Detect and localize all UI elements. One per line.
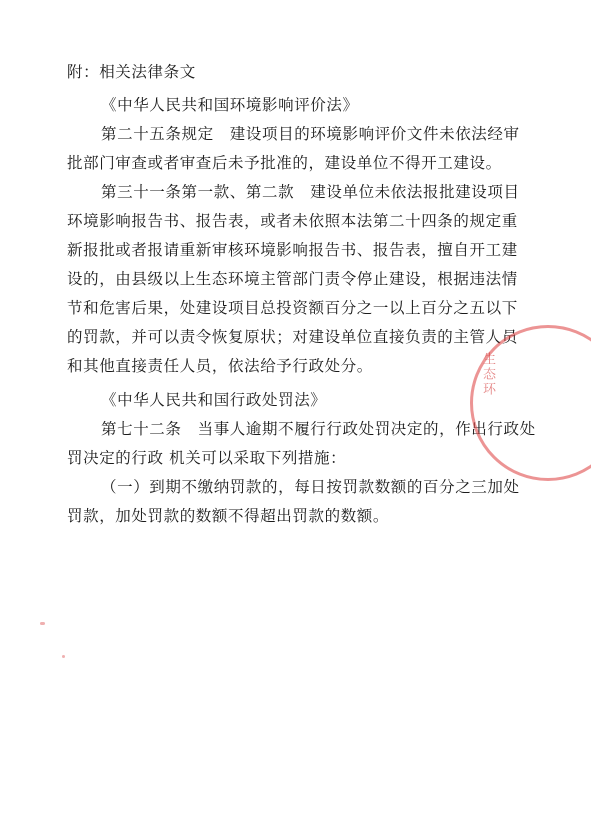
measure-item-line: 罚款，加处罚款的数额不得超出罚款的数额。 bbox=[67, 507, 390, 525]
article-72-line: 第七十二条 当事人逾期不履行行政处罚决定的，作出行政处 bbox=[101, 420, 536, 438]
law-title-admin-penalty: 《中华人民共和国行政处罚法》 bbox=[101, 391, 327, 409]
measure-item-line: （一）到期不缴纳罚款的，每日按罚款数额的百分之三加处 bbox=[101, 478, 520, 496]
seal-text: 生态环 bbox=[480, 352, 495, 397]
article-25-line: 第二十五条规定 建设项目的环境影响评价文件未依法经审 bbox=[101, 125, 520, 143]
article-25-line: 批部门审查或者审查后未予批准的，建设单位不得开工建设。 bbox=[67, 154, 502, 172]
article-31-line: 和其他直接责任人员，依法给予行政处分。 bbox=[67, 357, 373, 375]
ink-speck bbox=[40, 622, 45, 625]
article-31-line: 的罚款，并可以责令恢复原状；对建设单位直接负责的主管人员 bbox=[67, 328, 518, 346]
official-seal-stamp bbox=[470, 325, 591, 481]
ink-speck bbox=[62, 655, 65, 658]
article-31-line: 设的，由县级以上生态环境主管部门责令停止建设，根据违法情 bbox=[67, 270, 518, 288]
law-title-eia: 《中华人民共和国环境影响评价法》 bbox=[101, 96, 359, 114]
article-31-line: 环境影响报告书、报告表，或者未依照本法第二十四条的规定重 bbox=[67, 212, 518, 230]
appendix-heading: 附：相关法律条文 bbox=[67, 63, 196, 81]
article-31-line: 第三十一条第一款、第二款 建设单位未依法报批建设项目 bbox=[101, 183, 520, 201]
article-72-line: 罚决定的行政 机关可以采取下列措施： bbox=[67, 449, 347, 467]
article-31-line: 节和危害后果，处建设项目总投资额百分之一以上百分之五以下 bbox=[67, 299, 518, 317]
article-31-line: 新报批或者报请重新审核环境影响报告书、报告表，擅自开工建 bbox=[67, 241, 518, 259]
